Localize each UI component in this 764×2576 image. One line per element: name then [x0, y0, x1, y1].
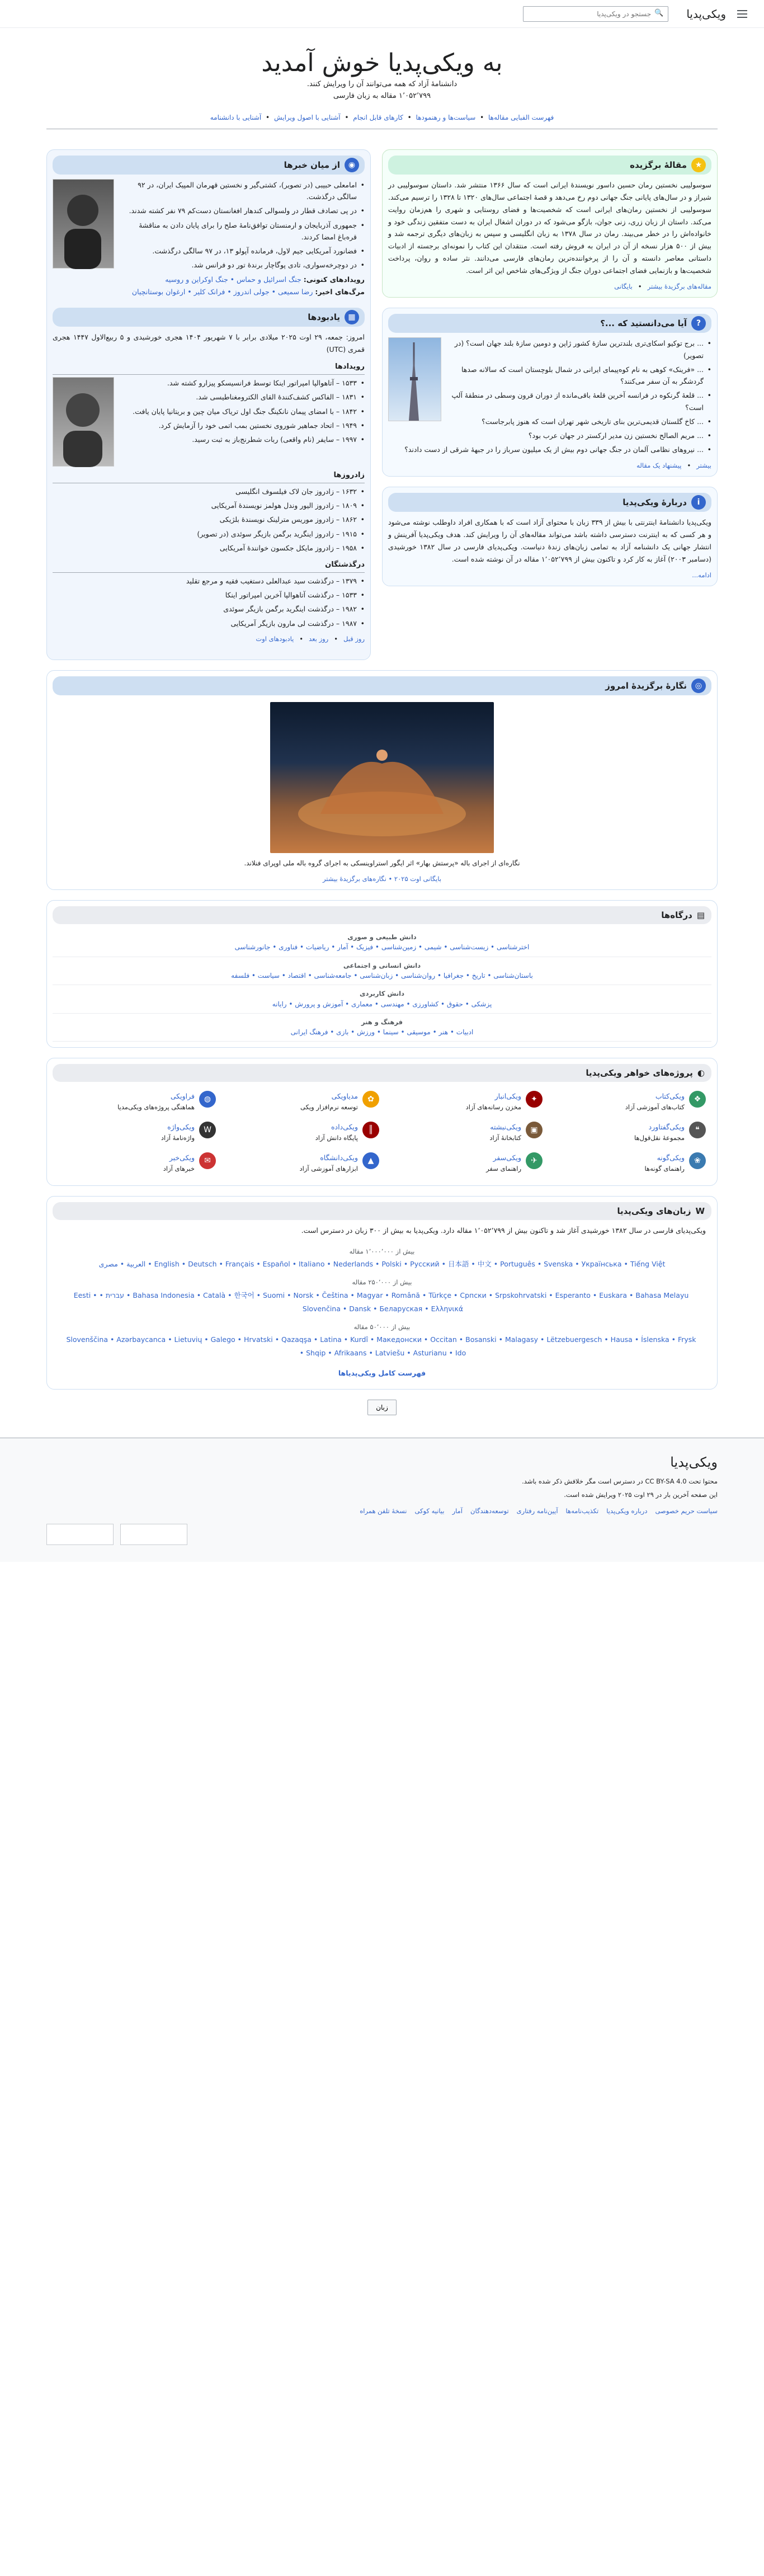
sister-projects — [46, 1058, 718, 1185]
news-item: • در دوچرخه‌سواری، تادی پوگاچار برندهٔ تور دو فرانس شد. — [53, 259, 365, 271]
dyk-item: • ... کاخ گلستان قدیمی‌ترین بنای تاریخی شهر تهران است که هنوز پابرجاست؟ — [388, 416, 711, 427]
dyk-more-link[interactable]: بیشتر — [696, 461, 711, 469]
sister-item[interactable] — [221, 1122, 379, 1145]
search-box[interactable] — [523, 6, 668, 22]
next-day-link[interactable]: روز بعد — [309, 634, 329, 643]
sister-name: ویکی‌گفتاورد — [648, 1123, 685, 1132]
sister-desc: راهنمای گونه‌ها — [644, 1164, 685, 1172]
about-more — [388, 570, 711, 580]
lang-group-title: بیش از ۲۵۰٬۰۰۰ مقاله — [352, 1278, 412, 1287]
event-item: • ۱۸۳۱ – الفاکس کشف‌کنندهٔ القای الکترومغناطیسی شد. — [53, 391, 365, 403]
footer-badges — [46, 1524, 718, 1545]
events-list — [53, 377, 365, 445]
potd-title: نگارهٔ برگزیدهٔ امروز — [605, 681, 687, 691]
featured-archive-link[interactable]: بایگانی — [614, 282, 633, 290]
portal-row — [53, 957, 711, 986]
sister-desc: ابزارهای آموزشی آزاد — [299, 1164, 358, 1172]
births-heading: زادروزها — [53, 470, 365, 483]
news-item: • فضانورد آمریکایی جیم لاول، فرمانده آپولو ۱۳، در ۹۷ سالگی درگذشت. — [53, 245, 365, 257]
voyage-icon: ✈ — [526, 1152, 543, 1169]
anniv-title: یادبودها — [308, 312, 340, 323]
anniv-deaths-list — [53, 575, 365, 629]
sister-item[interactable] — [385, 1122, 543, 1145]
news-ongoing — [53, 274, 365, 286]
species-icon: ❀ — [689, 1152, 706, 1169]
footer-link[interactable]: آیین‌نامه رفتاری — [516, 1506, 558, 1515]
dyk-item: • ... نیروهای نظامی آلمان در جنگ جهانی دوم بیش از یک میلیون سرباز را در جبههٔ شرقی از دست دادند؟ — [388, 444, 711, 455]
potd-archive-link[interactable]: بایگانی اوت ۲۰۲۵ • نگاره‌های برگزیدهٔ بیشتر — [322, 874, 442, 883]
lang-group-title: بیش از ۵۰٬۰۰۰ مقاله — [353, 1322, 411, 1331]
site-logo[interactable]: ویکی‌پدیا — [686, 7, 726, 21]
sister-name: ویکی‌داده — [331, 1123, 358, 1132]
on-this-day — [53, 308, 365, 644]
toplink-1[interactable]: سیاست‌ها و رهنمودها — [416, 113, 476, 121]
event-item: • ۱۸۴۲ – با امضای پیمان نانکینگ جنگ اول تریاک میان چین و بریتانیا پایان یافت. — [53, 406, 365, 417]
prev-day-link[interactable]: روز قبل — [343, 634, 365, 643]
sister-desc: کتابخانهٔ آزاد — [489, 1134, 521, 1142]
footer-link[interactable]: درباره ویکی‌پدیا — [606, 1506, 648, 1515]
welcome-banner — [46, 34, 718, 108]
birth-item: • ۱۸۶۲ – زادروز موریس مترلینک نویسندهٔ بلژیکی — [53, 514, 365, 525]
birth-item: • ۱۹۵۸ – زادروز مایکل جکسون خوانندهٔ آمریکایی — [53, 542, 365, 554]
portals-section — [46, 900, 718, 1048]
sisters-title: پروژه‌های خواهر ویکی‌پدیا — [586, 1068, 693, 1079]
anniv-header — [53, 308, 365, 327]
footer-lastedit: این صفحه آخرین بار در ۲۹ اوت ۲۰۲۵ ویرایش شده است. — [564, 1491, 718, 1499]
portal-row-links[interactable]: اخترشناسی • زیست‌شناسی • شیمی • زمین‌شناسی • فیزیک • آمار • ریاضیات • فناوری • جانورشناسی — [234, 943, 530, 952]
sister-name: ویکی‌نبشته — [490, 1123, 521, 1132]
main-menu-icon[interactable] — [734, 7, 751, 21]
languages-title: زبان‌های ویکی‌پدیا — [617, 1205, 691, 1216]
sister-name: ویکی‌کتاب — [655, 1092, 685, 1101]
calendar-icon: ▦ — [345, 310, 359, 324]
potd-more — [53, 874, 711, 884]
dyk-suggest-link[interactable]: پیشنهاد یک مقاله — [636, 461, 682, 469]
portal-row — [53, 985, 711, 1014]
about-header — [388, 493, 711, 512]
sister-name: ویکی‌گونه — [657, 1153, 685, 1162]
portal-row-links[interactable]: پزشکی • حقوق • کشاورزی • مهندسی • معماری • آموزش و پرورش • رایانه — [272, 1000, 492, 1008]
portals-header — [53, 906, 711, 924]
dyk-item: • ... «فرینک» کوهی به نام کوه‌پیمای ایرانی در شمال بلوچستان است که سالانه صدها گردشگر به آن سفر می‌کنند؟ — [388, 364, 711, 388]
potd-header — [53, 676, 711, 695]
footer-link[interactable]: سیاست حریم خصوصی — [655, 1506, 718, 1515]
news-icon: ✉ — [199, 1152, 216, 1169]
birth-item: • ۱۶۳۲ – زادروز جان لاک فیلسوف انگلیسی — [53, 486, 365, 497]
dancers-icon — [270, 702, 494, 853]
ongoing-label: رویدادهای کنونی: — [303, 275, 365, 284]
sister-name: مدیاویکی — [331, 1092, 358, 1101]
sister-name: ویکی‌دانشگاه — [320, 1153, 358, 1162]
dyk-header — [388, 314, 711, 333]
sister-desc: مجموعهٔ نقل‌قول‌ها — [634, 1134, 685, 1142]
sister-item[interactable] — [58, 1152, 216, 1175]
potd-image[interactable] — [270, 702, 494, 853]
portal-row — [53, 929, 711, 957]
welcome-line1: دانشنامهٔ آزاد که همه می‌توانند آن را ویرایش کنند. — [306, 80, 458, 89]
sisters-header — [53, 1064, 711, 1082]
dyk-item: • ... مریم الصالح نخستین زن مدیر ارکستر در جهان عرب بود؟ — [388, 430, 711, 441]
dyk-title: آیا می‌دانستید که ...؟ — [600, 318, 687, 329]
featured-more: مقاله‌های برگزیدهٔ بیشتر • بایگانی — [388, 281, 711, 291]
about-text: ویکی‌پدیا دانشنامهٔ اینترنتی با بیش از ۳۳۹ زبان با محتوای آزاد است که با همکاری افراد داوطلب نوشته می‌شود و هر کسی که به اینترنت دسترسی داشته باشد می‌تواند مقاله‌های آن را ویرایش کند. هدف ویکی‌پدیا آفرینش و انتشار جهانی یک دانشنامه آزاد به تمامی زبان‌های زندهٔ دنیاست. ویکی‌پدیای فارسی در سال ۱۳۸۲ خورشیدی (دسامبر ۲۰۰۳) آغاز به کار کرد و تاکنون بیش از ۱٬۰۵۲٬۷۹۹ مقاله در آن نوشته شده است. — [388, 518, 712, 563]
portal-row-title: دانش انسانی و اجتماعی — [343, 961, 421, 969]
sister-desc: توسعه نرم‌افزار ویکی — [300, 1103, 358, 1112]
source-icon: ▣ — [526, 1122, 543, 1138]
sister-item[interactable] — [58, 1091, 216, 1114]
question-icon: ? — [691, 316, 706, 331]
dyk-item: • ... برج توکیو اسکای‌تری بلندترین سازهٔ کشور ژاپن و دومین سازهٔ بلند جهان است؟ (در تصویر) — [388, 337, 711, 361]
languages-section — [46, 1196, 718, 1390]
footer-link[interactable]: توسعه‌دهندگان — [470, 1506, 509, 1515]
sister-desc: پایگاه دانش آزاد — [315, 1134, 358, 1142]
death-item: • ۱۹۸۲ – درگذشت اینگرید برگمن بازیگر سوئدی — [53, 603, 365, 615]
info-icon: i — [691, 495, 706, 510]
toplink-0[interactable]: فهرست الفبایی مقاله‌ها — [488, 113, 554, 121]
toplink-2[interactable]: کارهای قابل انجام — [353, 113, 403, 121]
top-header — [0, 0, 764, 28]
featured-text: سوسولیبی نخستین رمان حسین داسور نویسندهٔ ایرانی است که سال ۱۳۶۶ منتشر شد. داستان سوسولیبی در شیراز و در سال‌های پایانی جنگ جهانی دوم رخ می‌دهد و قصهٔ اجتماعی سال‌های ۱۳۲۰ تا ۱۳۲۸ را ترسیم می‌کند. سوسولیبی از نخستین رمان‌های ایرانی است که شخصیت‌ها و فضای روستایی و شهری را هم‌زمان روایت می‌کند. داستان از زبان زری، زنی جوان، بازگو می‌شود که در دوران اشغال ایران به دست متفقین زندگی خود و خانواده‌اش را در خطر می‌بیند. رمان در سال ۱۳۷۸ به زبان انگلیسی و سپس به زبان‌های دیگری ترجمه شد و بیش از ۵۰۰ هزار نسخه از آن در ایران به فروش رفته است. منتقدان این کتاب را نمونه‌ای برجسته از ادبیات داستانی معاصر دانسته و آن را از پرخواننده‌ترین رمان‌های فارسی می‌دانند. نثر ساده و روان، پرداخت شخصیت‌ها و بازنمایی فضای اجتماعی دوران جنگ از ویژگی‌های شاخص این اثر است. — [388, 180, 712, 275]
featured-article — [382, 149, 718, 298]
sister-item[interactable] — [58, 1122, 216, 1145]
footer-link[interactable]: بیانیه کوکی — [414, 1506, 445, 1515]
main-content — [46, 28, 718, 1415]
dyk-list — [388, 337, 711, 455]
wikipedia-icon: W — [695, 1205, 705, 1216]
wikimedia-badge[interactable] — [120, 1524, 187, 1545]
lang-group-links[interactable]: Slovenščina • Azərbaycanca • Lietuvių • Galego • Hrvatski • Qazaqşa • Latina • Kurdî • Македонски • Occitan • Bosanski • Malagasy • Lëtzebuergesch • Hausa • Íslenska • Frysk • Shqip • Afrikaans • Latviešu • Asturianu • Ido — [66, 1335, 696, 1358]
globe-icon: ◉ — [345, 158, 359, 172]
welcome-line2: ۱٬۰۵۲٬۷۹۹ مقاله به زبان فارسی — [333, 91, 431, 100]
news-deaths — [53, 286, 365, 298]
right-column — [382, 149, 718, 596]
full-list-link[interactable]: فهرست کامل ویکی‌پدیاها — [338, 1368, 426, 1377]
portal-row-links[interactable]: باستان‌شناسی • تاریخ • جغرافیا • روان‌شناسی • زبان‌شناسی • جامعه‌شناسی • اقتصاد • سیاست • فلسفه — [231, 972, 533, 979]
footer-logo[interactable]: ویکی‌پدیا — [670, 1454, 718, 1470]
footer-link[interactable]: نسخهٔ تلفن همراه — [360, 1506, 407, 1515]
featured-title: مقالهٔ برگزیده — [630, 159, 687, 170]
footer — [0, 1438, 764, 1562]
portals-title: درگاه‌ها — [661, 910, 692, 921]
two-columns — [46, 149, 718, 660]
footer-license: محتوا تحت CC BY-SA 4.0 در دسترس است مگر خلافش ذکر شده باشد. — [522, 1477, 718, 1486]
lang-group-title: بیش از ۱٬۰۰۰٬۰۰۰ مقاله — [349, 1247, 415, 1255]
picture-of-the-day — [46, 670, 718, 890]
languages-header — [53, 1202, 711, 1220]
news-item: • در پی تصادف قطار در ولسوالی کندهار افغانستان دست‌کم ۷۹ نفر کشته شدند. — [53, 205, 365, 216]
dyk-item: • ... قلعهٔ گرنکوه در فرانسه آخرین قلعهٔ باقی‌مانده از دوران قرون وسطی در منطقهٔ آلپ است؟ — [388, 389, 711, 413]
meta-icon: ◍ — [199, 1091, 216, 1108]
deaths-heading: درگذشتگان — [53, 559, 365, 573]
sister-item[interactable] — [548, 1091, 706, 1114]
search-icon: 🔍 — [654, 9, 664, 18]
toplink-4[interactable]: آشنایی با دانشنامه — [210, 113, 262, 121]
death-item: • ۱۹۸۷ – درگذشت لی مارون بازیگر آمریکایی — [53, 618, 365, 629]
footer-link[interactable]: تکذیب‌نامه‌ها — [565, 1506, 599, 1515]
dyk-more: بیشتر • پیشنهاد یک مقاله — [388, 460, 711, 470]
footer-links — [46, 1506, 718, 1516]
top-links: فهرست الفبایی مقاله‌ها • سیاست‌ها و رهنمودها • کارهای قابل انجام • آشنایی با اصول ویرایش • آشنایی با دانشنامه — [46, 108, 718, 129]
month-link[interactable]: یادبودهای اوت — [256, 634, 294, 643]
sister-item[interactable] — [221, 1091, 379, 1114]
sister-name: ویکی‌سفر — [493, 1153, 521, 1162]
in-the-news — [53, 156, 365, 298]
did-you-know — [382, 308, 718, 477]
news-item: • جمهوری آذربایجان و ارمنستان توافق‌نامهٔ صلح را برای پایان دادن به مناقشهٔ قره‌باغ امضا کردند. — [53, 219, 365, 243]
event-item: • ۱۵۳۳ – آتاهوالپا امپراتور اینکا توسط فرانسیسکو پیزارو کشته شد. — [53, 377, 365, 389]
book-icon: ❖ — [689, 1091, 706, 1108]
event-item: • ۱۹۹۷ – سایفر (نام واقعی) ربات شطرنج‌باز به ثبت رسید. — [53, 434, 365, 445]
sister-desc: واژه‌نامهٔ آزاد — [161, 1134, 195, 1142]
death-item: • ۱۳۷۹ – درگذشت سید عبدالعلی دستغیب فقیه و مرجع تقلید — [53, 575, 365, 587]
languages-intro: ویکی‌پدیای فارسی در سال ۱۳۸۲ خورشیدی آغاز شد و تاکنون بیش از ۱٬۰۵۲٬۷۹۹ مقاله دارد. ویکی‌پدیا به بیش از ۳۰۰ زبان در دسترس است. — [301, 1226, 706, 1235]
anniv-more: روز قبل • روز بعد • یادبودهای اوت — [53, 634, 365, 644]
birth-item: • ۱۸۰۹ – زادروز الیور وندل هولمز نویسندهٔ آمریکایی — [53, 500, 365, 511]
lang-group-links[interactable]: Bahasa Indonesia • Català • 한국어 • Suomi • Norsk • Čeština • Magyar • Română • Türkçe • Српски • Srpskohrvatski • Esperanto • Euskara • Bahasa Melayu • עברית • Eesti • Slovenčina • Dansk • Беларуская • Ελληνικά — [73, 1291, 689, 1313]
sister-item[interactable] — [385, 1091, 543, 1114]
sister-item[interactable] — [221, 1152, 379, 1175]
wikimedia-icon: ◐ — [697, 1068, 705, 1079]
star-icon: ★ — [691, 158, 706, 172]
featured-more-link[interactable]: مقاله‌های برگزیدهٔ بیشتر — [647, 282, 711, 290]
sister-name: فراویکی — [170, 1092, 195, 1101]
events-heading: رویدادها — [53, 361, 365, 375]
toplink-3[interactable]: آشنایی با اصول ویرایش — [273, 113, 341, 121]
sister-desc: مخزن رسانه‌های آزاد — [465, 1103, 521, 1112]
sister-desc: کتاب‌های آموزشی آزاد — [625, 1103, 685, 1112]
sister-name: ویکی‌واژه — [167, 1123, 195, 1132]
featured-header — [388, 156, 711, 175]
portal-row — [53, 1014, 711, 1042]
news-header — [53, 156, 365, 175]
dictionary-icon: W — [199, 1122, 216, 1138]
sister-item[interactable] — [548, 1122, 706, 1145]
sisters-grid — [53, 1086, 711, 1179]
welcome-title: به ویکی‌پدیا خوش آمدید — [261, 49, 503, 77]
ongoing-links[interactable]: جنگ اسرائیل و حماس • جنگ اوکراین و روسیه — [165, 275, 301, 284]
portal-row-title: فرهنگ و هنر — [361, 1018, 403, 1026]
mediawiki-badge[interactable] — [46, 1524, 114, 1545]
event-item: • ۱۹۴۹ – اتحاد جماهیر شوروی نخستین بمب اتمی خود را آزمایش کرد. — [53, 420, 365, 431]
deaths-label: مرگ‌های اخیر: — [315, 287, 365, 296]
birth-item: • ۱۹۱۵ – زادروز اینگرید برگمن بازیگر سوئدی (در تصویر) — [53, 528, 365, 540]
commons-icon: ✦ — [526, 1091, 543, 1108]
sister-desc: هماهنگی پروژه‌های ویکی‌مدیا — [117, 1103, 195, 1112]
sister-name: ویکی‌انبار — [494, 1092, 521, 1101]
portal-row-links[interactable]: ادبیات • هنر • موسیقی • سینما • ورزش • بازی • فرهنگ ایرانی — [290, 1028, 474, 1037]
language-button[interactable]: زبان — [367, 1400, 397, 1415]
portal-row-title: دانش طبیعی و صوری — [347, 933, 417, 941]
university-icon: ▲ — [362, 1152, 379, 1169]
lang-group-links[interactable]: English • Deutsch • Français • Español • Italiano • Nederlands • Polski • Русский • 日本語 • 中文 • Português • Svenska • Українська • Tiếng Việt • العربية • مصری — [98, 1260, 666, 1269]
camera-icon: ◎ — [691, 679, 706, 693]
sister-item[interactable] — [548, 1152, 706, 1175]
anniv-today: امروز: جمعه، ۲۹ اوت ۲۰۲۵ میلادی برابر با ۷ شهریور ۱۴۰۴ هجری خورشیدی و ۵ ربیع‌الاول ۱۴۴۷ هجری قمری (UTC) — [53, 333, 365, 354]
sister-item[interactable] — [385, 1152, 543, 1175]
left-column — [46, 149, 371, 660]
death-item: • ۱۵۳۳ – درگذشت آتاهوالپا آخرین امپراتور اینکا — [53, 589, 365, 601]
potd-caption: نگاره‌ای از اجرای باله «پرستش بهار» اثر ایگور استراوینسکی به اجرای گروه باله ملی اوپرای فنلاند. — [244, 859, 520, 868]
about-wikipedia — [382, 487, 718, 586]
quote-icon: ❝ — [689, 1122, 706, 1138]
births-list — [53, 486, 365, 554]
search-input[interactable] — [528, 10, 651, 18]
mediawiki-icon: ✿ — [362, 1091, 379, 1108]
sister-desc: خبرهای آزاد — [163, 1164, 195, 1172]
language-groups — [53, 1237, 711, 1383]
deaths-links[interactable]: رضا سمیعی • جولی اندروز • فرانک کلیر • ارغوان بوستانچیان — [131, 287, 313, 296]
about-title: دربارهٔ ویکی‌پدیا — [622, 497, 687, 507]
wikidata-icon: ║ — [362, 1122, 379, 1138]
footer-link[interactable]: آمار — [452, 1506, 463, 1515]
news-title: از میان خبرها — [284, 159, 340, 170]
about-more-link[interactable]: ادامه... — [692, 571, 711, 579]
portal-icon: ▤ — [696, 910, 705, 921]
sister-desc: راهنمای سفر — [486, 1164, 521, 1172]
sister-name: ویکی‌خبر — [169, 1153, 195, 1162]
portal-row-title: دانش کاربردی — [360, 990, 404, 998]
news-item: • امامعلی حبیبی (در تصویر)، کشتی‌گیر و نخستین قهرمان المپیک ایران، در ۹۲ سالگی درگذشت. — [53, 179, 365, 203]
